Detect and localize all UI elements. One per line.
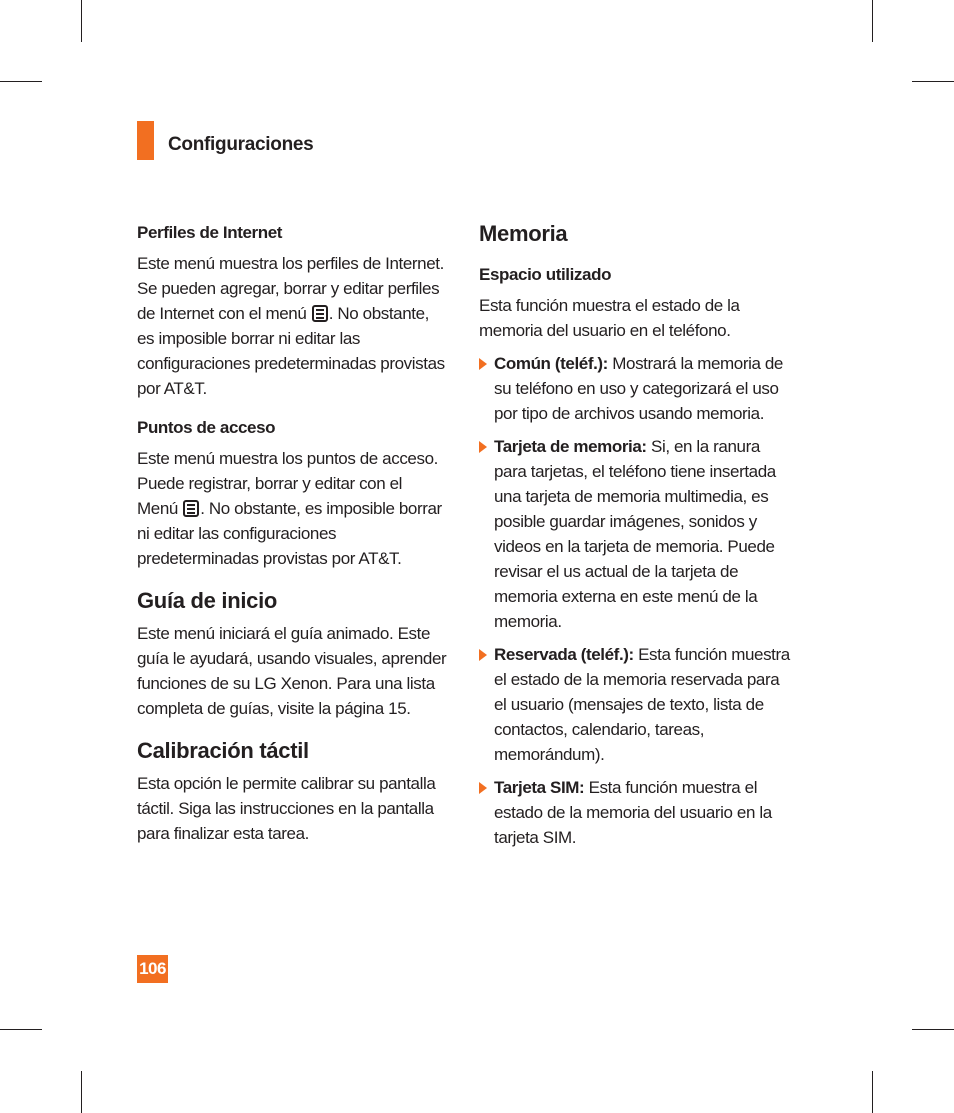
paragraph-text: Este menú muestra los puntos de acceso. Puede registrar, borrar y editar con el Menú <box>137 449 438 518</box>
list-item <box>479 434 794 634</box>
crop-mark <box>0 81 42 82</box>
triangle-bullet-icon <box>479 782 487 794</box>
item-label: Tarjeta SIM: <box>494 778 585 797</box>
item-text: Esta función muestra el estado de la memoria del usuario en la tarjeta SIM. <box>494 778 772 847</box>
paragraph-text: Este menú muestra los perfiles de Internet. Se pueden agregar, borrar y editar perfiles de Internet con el menú <box>137 254 444 323</box>
item-label: Reservada (teléf.): <box>494 645 634 664</box>
list-item <box>479 351 794 426</box>
crop-mark <box>872 1071 873 1113</box>
triangle-bullet-icon <box>479 649 487 661</box>
item-text: Mostrará la memoria de su teléfono en uso y categorizará el uso por tipo de archivos usando memoria. <box>494 354 783 423</box>
item-label: Común (teléf.): <box>494 354 608 373</box>
section-title: Configuraciones <box>168 134 314 155</box>
crop-mark <box>0 1029 42 1030</box>
crop-mark <box>81 0 82 42</box>
menu-key-icon <box>312 305 328 322</box>
triangle-bullet-icon <box>479 358 487 370</box>
paragraph-puntos <box>137 446 447 571</box>
menu-key-icon <box>183 500 199 517</box>
list-item <box>479 642 794 767</box>
crop-mark <box>912 1029 954 1030</box>
triangle-bullet-icon <box>479 441 487 453</box>
crop-mark <box>81 1071 82 1113</box>
heading-espacio: Espacio utilizado <box>479 265 612 284</box>
paragraph-calibracion: Esta opción le permite calibrar su pantalla táctil. Siga las instrucciones en la pantalla para finalizar esta tarea. <box>137 774 436 843</box>
item-label: Tarjeta de memoria: <box>494 437 647 456</box>
crop-mark <box>912 81 954 82</box>
left-column <box>137 220 447 846</box>
paragraph-text: . No obstante, es imposible borrar ni editar las configuraciones predeterminadas provistas por AT&T. <box>137 499 442 568</box>
heading-puntos: Puntos de acceso <box>137 418 276 437</box>
page-number: 106 <box>137 955 168 983</box>
header-accent-bar <box>137 121 154 160</box>
crop-mark <box>872 0 873 42</box>
item-text: Esta función muestra el estado de la memoria reservada para el usuario (mensajes de texto, lista de contactos, calendario, tareas, memorándum). <box>494 645 790 764</box>
item-text: Si, en la ranura para tarjetas, el teléfono tiene insertada una tarjeta de memoria multimedia, es posible guardar imágenes, sonidos y videos en la tarjeta de memoria. Puede revisar el us actual de la tarjeta de memoria externa en este menú de la memoria. <box>494 437 776 631</box>
list-item <box>479 775 794 850</box>
right-column <box>479 220 794 850</box>
heading-calibracion: Calibración táctil <box>137 738 309 763</box>
heading-guia: Guía de inicio <box>137 588 278 613</box>
paragraph-espacio: Esta función muestra el estado de la memoria del usuario en el teléfono. <box>479 296 740 340</box>
heading-memoria: Memoria <box>479 221 568 246</box>
heading-perfiles: Perfiles de Internet <box>137 223 283 242</box>
paragraph-text: . No obstante, es imposible borrar ni editar las configuraciones predeterminadas provistas por AT&T. <box>137 304 445 398</box>
paragraph-perfiles <box>137 251 447 401</box>
paragraph-guia: Este menú iniciará el guía animado. Este guía le ayudará, usando visuales, aprender funciones de su LG Xenon. Para una lista completa de guías, visite la página 15. <box>137 624 447 718</box>
